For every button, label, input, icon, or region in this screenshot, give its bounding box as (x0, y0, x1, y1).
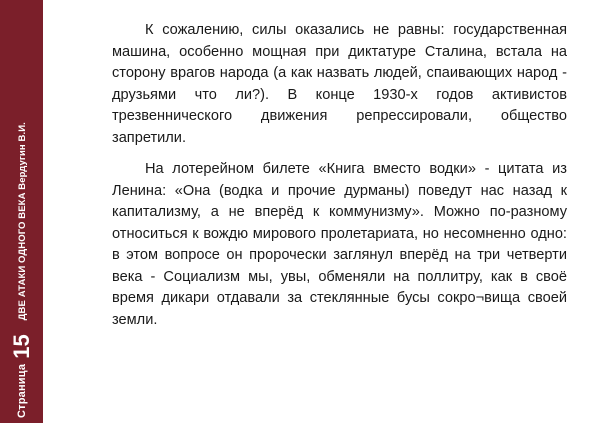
sidebar (0, 0, 43, 423)
sidebar-caption (8, 8, 36, 418)
page-number: 15 (9, 334, 34, 359)
running-title: ДВЕ АТАКИ ОДНОГО ВЕКА Вердугин В.И. (16, 122, 28, 321)
page-label: Страница (16, 363, 28, 418)
body-text (112, 20, 567, 341)
paragraph: К сожалению, силы оказались не равны: государственная машина, особенно мощная при диктатуре Сталина, встала на сторону врагов народа (а как назвать людей, спаивающих народ - друзьями что ли?). В конце 1930-х годов активистов трезвеннического движения репрессировали, общество запретили. (112, 22, 567, 146)
paragraph: На лотерейном билете «Книга вместо водки» - цитата из Ленина: «Она (водка и прочие дурманы) поведут нас назад к капитализму, а не вперёд к коммунизму». Можно по-разному относиться к вождю мирового пролетариата, но несомненно одно: в этом вопросе он пророчески заглянул вперёд на три четверти века - Социализм мы, увы, обменяли на поллитру, как в своё время дикари отдавали за стеклянные бусы сокро¬вища своей земли. (112, 161, 567, 328)
